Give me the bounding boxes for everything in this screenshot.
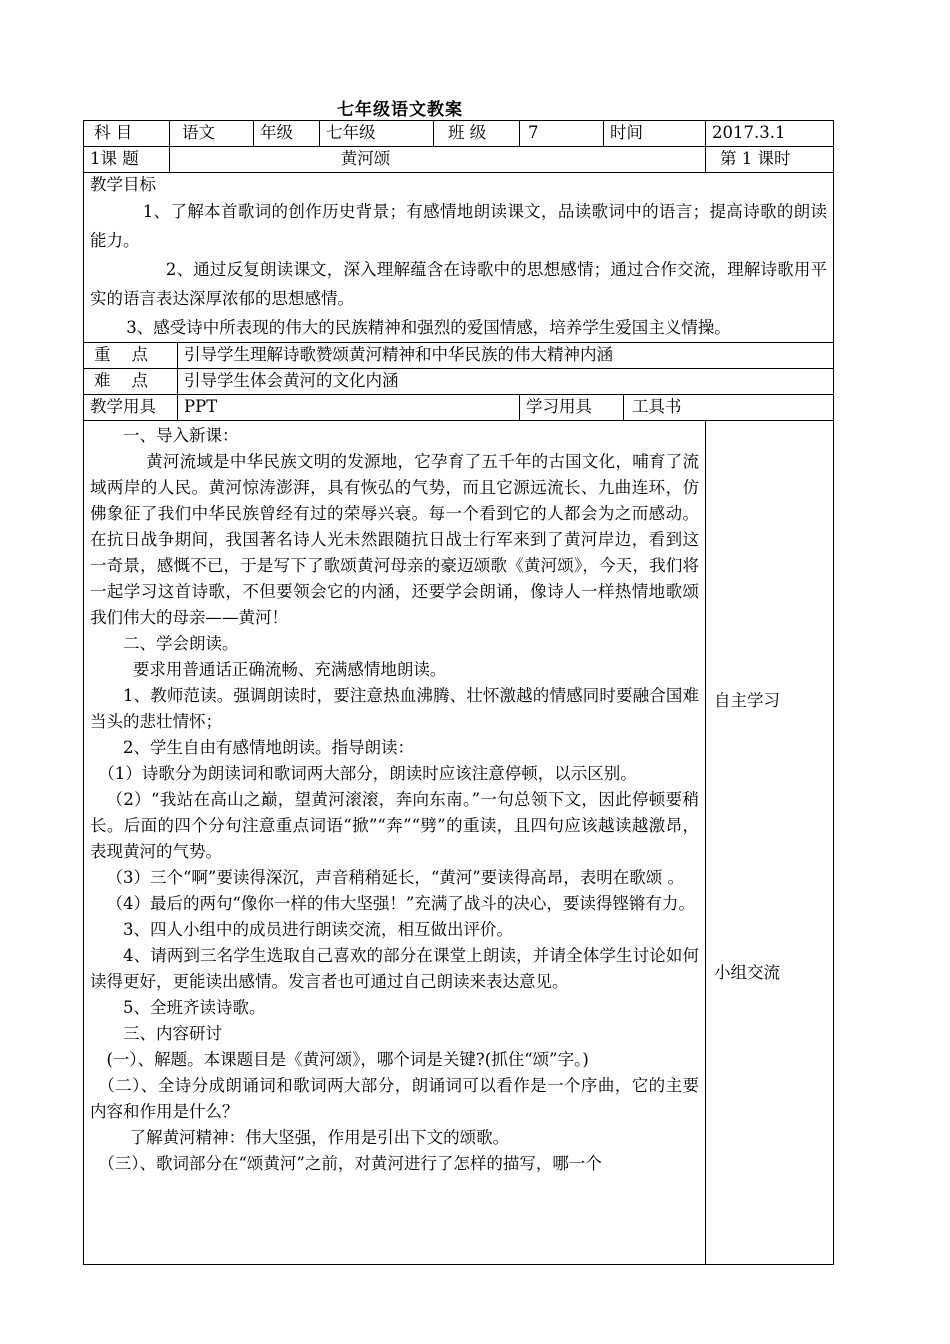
- paragraph: （3）三个“啊”要读得深沉，声音稍稍延长，“黄河”要读得高昂，表明在歌颂 。: [106, 868, 684, 887]
- paragraph: 5、全班齐读诗歌。: [123, 998, 266, 1017]
- objectives-row: [84, 173, 834, 343]
- objectives-heading: 教学目标: [90, 175, 156, 194]
- side-note: 小组交流: [714, 963, 780, 982]
- paragraph: 了解黄河精神：伟大坚强，作用是引出下文的颂歌。: [129, 1128, 510, 1147]
- teach-tools-value: PPT: [178, 395, 520, 421]
- objective-item: 1、了解本首歌词的创作历史背景；有感情地朗读课文，品读歌词中的语言；提高诗歌的朗读能力。: [90, 202, 828, 250]
- paragraph: 要求用普通话正确流畅、充满感情地朗读。: [132, 660, 447, 679]
- paragraph: （二）、全诗分成朗诵词和歌词两大部分，朗诵词可以看作是一个序曲，它的主要内容和作用是什么？: [90, 1076, 699, 1121]
- body-row: [84, 421, 834, 1265]
- paragraph: 黄河流域是中华民族文明的发源地，它孕育了五千年的古国文化，哺育了流域两岸的人民。黄河惊涛澎湃，具有恢弘的气势，而且它源远流长、九曲连环，仿佛象征了我们中华民族曾经有过的荣辱兴衰。每一个看到它的人都会为之而感动。在抗日战争期间，我国著名诗人光未然跟随抗日战士行军来到了黄河岸边，看到这一奇景，感慨不已，于是写下了歌颂黄河母亲的豪迈颂歌《黄河颂》，今天，我们将一起学习这首诗歌，不但要领会它的内涵，还要学会朗诵，像诗人一样热情地歌颂我们伟大的母亲——黄河！: [90, 452, 699, 627]
- section-heading: 二、学会朗读。: [123, 634, 239, 653]
- paragraph: 4、请两到三名学生选取自己喜欢的部分在课堂上朗读，并请全体学生讨论如何读得更好，更能读出感情。发言者也可通过自己朗读来表达意见。: [90, 946, 699, 991]
- objective-item: 3、感受诗中所表现的伟大的民族精神和强烈的爱国情感，培养学生爱国主义情操。: [126, 318, 731, 337]
- side-note: 自主学习: [714, 691, 780, 710]
- difficulty-value: 引导学生体会黄河的文化内涵: [178, 369, 834, 395]
- side-notes-cell: [706, 421, 834, 1265]
- paragraph: 1、教师范读。强调朗读时，要注意热血沸腾、壮怀激越的情感同时要融合国难当头的悲壮情怀；: [90, 686, 699, 731]
- grade-label: 年级: [254, 121, 320, 147]
- paragraph: (一）、解题。本课题目是《黄河颂》，哪个词是关键?(抓住“颂”字。): [106, 1050, 589, 1069]
- learn-tools-label: 学习用具: [520, 395, 624, 421]
- key-point-value: 引导学生理解诗歌赞颂黄河精神和中华民族的伟大精神内涵: [178, 343, 834, 369]
- class-label: 班 级: [434, 121, 520, 147]
- section-heading: 三、内容研讨: [123, 1024, 222, 1043]
- difficulty-row: [84, 369, 834, 395]
- tools-row: [84, 395, 834, 421]
- subject-value: 语文: [170, 121, 254, 147]
- lesson-label: 1课 题: [84, 147, 170, 173]
- paragraph: （1）诗歌分为朗读词和歌词两大部分，朗读时应该注意停顿，以示区别。: [98, 764, 637, 783]
- paragraph: 3、四人小组中的成员进行朗读交流，相互做出评价。: [123, 920, 513, 939]
- objective-item: 2、通过反复朗读课文，深入理解蕴含在诗歌中的思想感情；通过合作交流，理解诗歌用平实的语言表达深厚浓郁的思想感情。: [90, 260, 828, 308]
- teaching-process-cell: [84, 421, 706, 1265]
- lesson-title: 黄河颂: [170, 147, 706, 173]
- learn-tools-value: 工具书: [624, 395, 834, 421]
- time-label: 时间: [604, 121, 706, 147]
- paragraph: （4）最后的两句“像你一样的伟大坚强！”充满了战斗的决心，要读得铿锵有力。: [106, 894, 695, 913]
- paragraph: 2、学生自由有感情地朗读。指导朗读：: [123, 738, 414, 757]
- document-title: 七年级语文教案: [337, 100, 463, 120]
- grade-value: 七年级: [320, 121, 434, 147]
- lesson-plan-table: [83, 120, 834, 1265]
- paragraph: （2）“我站在高山之巅，望黄河滚滚，奔向东南。”一句总领下文，因此停顿要稍长。后面的四个分句注意重点词语“掀”“奔”“劈”的重读，且四句应该越读越激昂，表现黄河的气势。: [90, 790, 699, 861]
- lesson-period: 第 1 课时: [706, 147, 834, 173]
- time-value: 2017.3.1: [706, 121, 834, 147]
- key-point-row: [84, 343, 834, 369]
- section-heading: 一、导入新课：: [123, 426, 239, 445]
- teach-tools-label: 教学用具: [84, 395, 178, 421]
- subject-label: 科 目: [84, 121, 170, 147]
- objectives-cell: [84, 173, 834, 343]
- paragraph: （三）、歌词部分在“颂黄河”之前，对黄河进行了怎样的描写，哪一个: [98, 1154, 602, 1173]
- lesson-row: [84, 147, 834, 173]
- class-value: 7: [520, 121, 604, 147]
- header-row: [84, 121, 834, 147]
- difficulty-label: 难 点: [84, 369, 178, 395]
- key-point-label: 重 点: [84, 343, 178, 369]
